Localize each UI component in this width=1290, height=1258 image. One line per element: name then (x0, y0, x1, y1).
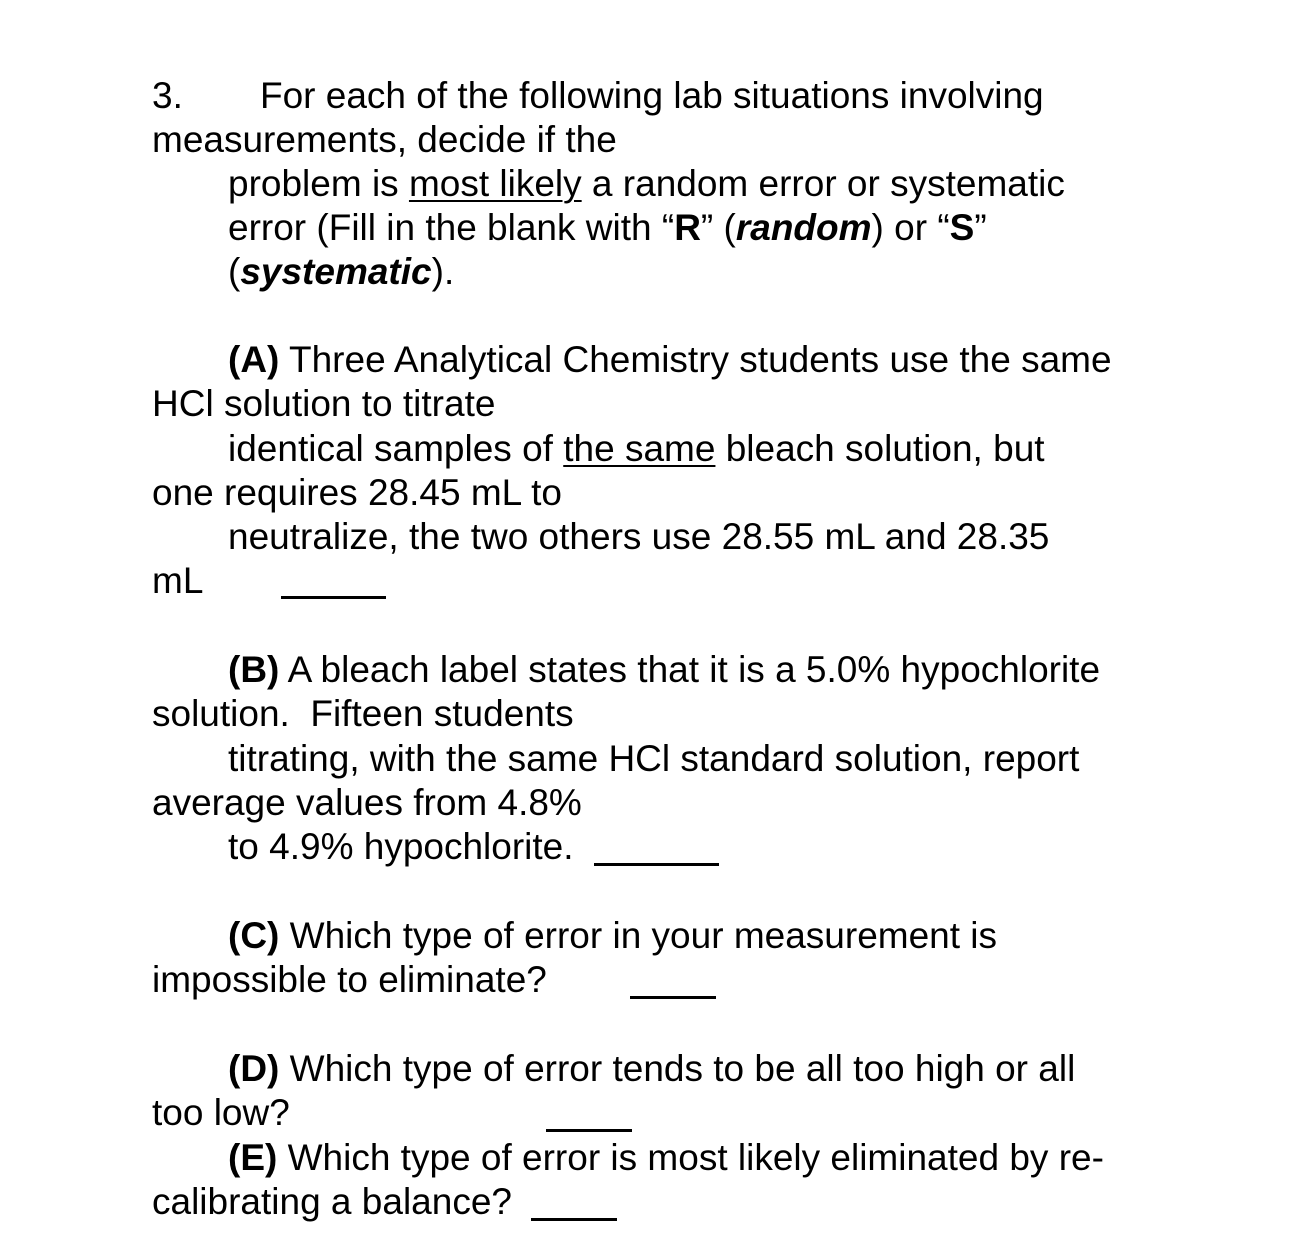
part-a-line-3-rest: bleach solution, but (715, 428, 1045, 469)
part-b-text-1: A bleach label states that it is a 5.0% hypochlorite (279, 649, 1101, 690)
s-letter: S (949, 207, 975, 248)
part-a-text-1: Three Analytical Chemistry students use the same (279, 339, 1112, 380)
intro-line-4-or: ) or “ (871, 207, 950, 248)
intro-line-4-end: ” (974, 207, 987, 248)
most-likely-underlined: most likely (408, 163, 582, 204)
part-e-line-2: calibrating a balance? (152, 1181, 512, 1222)
part-c-answer-blank[interactable] (630, 996, 716, 999)
part-b-line-4: average values from 4.8% (152, 782, 582, 823)
intro-line-5-close: ). (431, 251, 455, 292)
r-letter: R (674, 207, 701, 248)
part-d-label: (D) (228, 1048, 280, 1089)
intro-line-5 (228, 250, 454, 294)
part-e-line-1 (228, 1136, 1104, 1180)
part-e-answer-blank[interactable] (531, 1218, 617, 1221)
part-b-label: (B) (228, 649, 280, 690)
part-a-line-2: HCl solution to titrate (152, 383, 496, 424)
intro-line-3 (228, 162, 1065, 206)
part-b-answer-blank[interactable] (594, 863, 719, 866)
intro-line-3-text: problem is (228, 163, 409, 204)
part-d-text-1: Which type of error tends to be all too high or all (279, 1048, 1076, 1089)
part-b-line-5: to 4.9% hypochlorite. (228, 826, 574, 867)
part-b-line-3: titrating, with the same HCl standard solution, report (228, 738, 1080, 779)
part-b-line-1 (228, 648, 1100, 692)
random-word: random (735, 207, 872, 248)
part-e-label: (E) (228, 1137, 278, 1178)
part-c-line-1 (228, 914, 997, 958)
question-number: 3. (152, 75, 183, 116)
part-c-line-2: impossible to eliminate? (152, 959, 547, 1000)
the-same-underlined: the same (563, 428, 716, 469)
part-a-line-5: neutralize, the two others use 28.55 mL and 28.35 (228, 516, 1050, 557)
intro-line-2: measurements, decide if the (152, 119, 617, 160)
part-d-line-1 (228, 1047, 1075, 1091)
intro-line-4-punct: ” ( (700, 207, 736, 248)
systematic-word: systematic (240, 251, 432, 292)
part-a-line-4: one requires 28.45 mL to (152, 472, 562, 513)
part-e-text-1: Which type of error is most likely eliminated by re- (277, 1137, 1104, 1178)
intro-line-3-rest: a random error or systematic (581, 163, 1065, 204)
part-a-line-6: mL (152, 560, 204, 601)
part-c-text-1: Which type of error in your measurement is (279, 915, 998, 956)
part-d-answer-blank[interactable] (546, 1129, 632, 1132)
part-a-label: (A) (228, 339, 280, 380)
part-d-line-2: too low? (152, 1092, 290, 1133)
intro-line-1: For each of the following lab situations involving (260, 75, 1044, 116)
part-b-line-2: solution. Fifteen students (152, 693, 574, 734)
part-a-line-3-text: identical samples of (228, 428, 564, 469)
intro-line-4 (228, 206, 987, 250)
part-a-line-3 (228, 427, 1045, 471)
part-a-line-1 (228, 338, 1112, 382)
part-c-label: (C) (228, 915, 280, 956)
intro-line-4-text: error (Fill in the blank with “ (228, 207, 675, 248)
part-a-answer-blank[interactable] (281, 596, 386, 599)
intro-line-5-open: ( (228, 251, 241, 292)
